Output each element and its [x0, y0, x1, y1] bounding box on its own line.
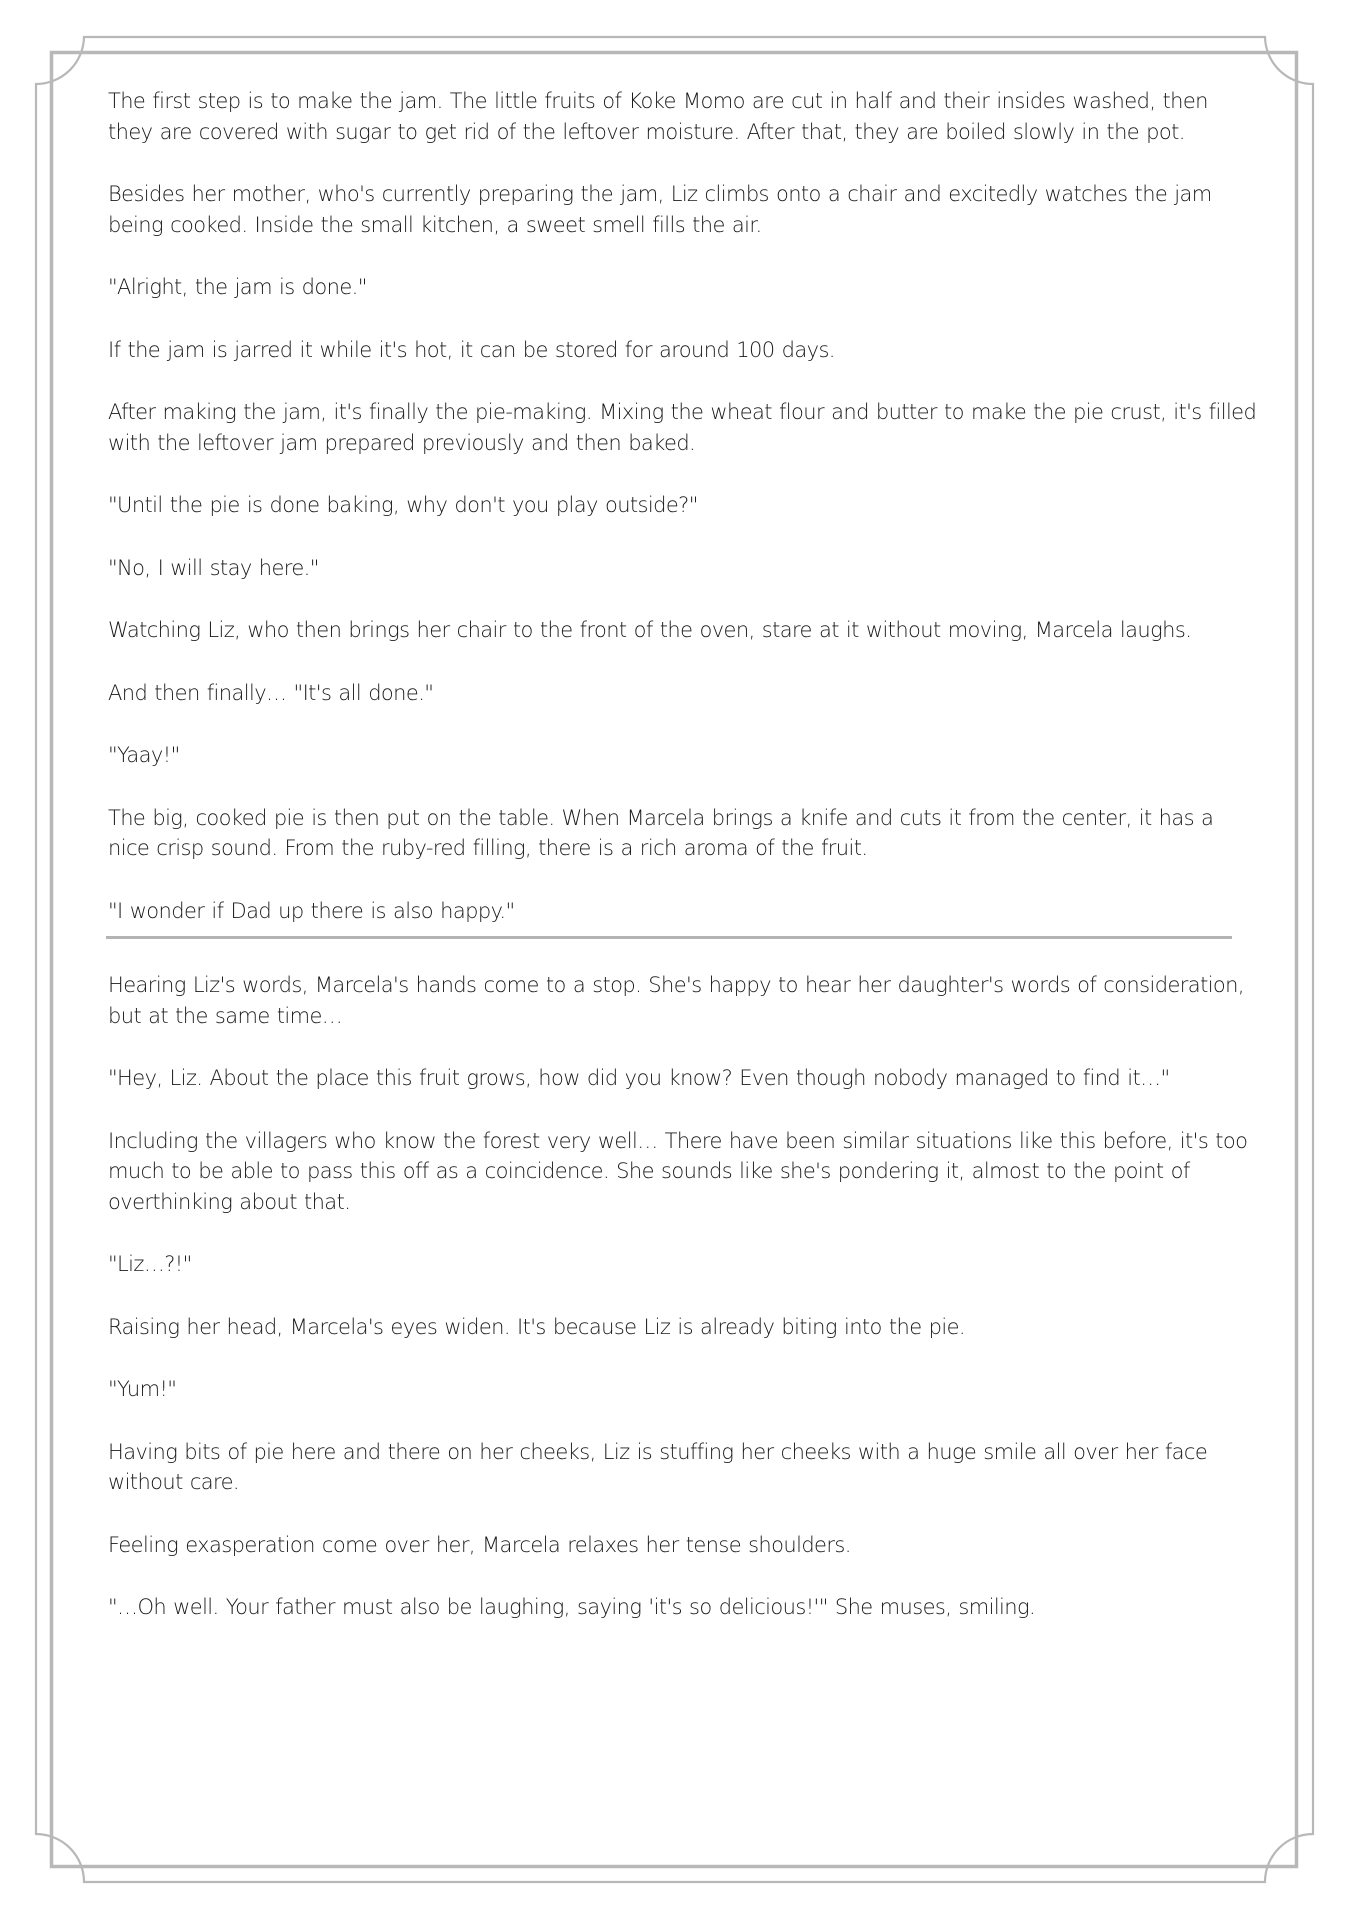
paragraph: Watching Liz, who then brings her chair to the front of the oven, stare at it without moving, Marcela laughs. — [108, 618, 1192, 642]
dialogue-line: "Hey, Liz. About the place this fruit grows, how did you know? Even though nobody managed to find it…" — [108, 1066, 1170, 1090]
dialogue-line: "Until the pie is done baking, why don't you play outside?" — [108, 493, 698, 517]
paragraph: After making the jam, it's finally the pie-making. Mixing the wheat flour and butter to make the pie crust, it's filled with the leftover jam prepared previously and then baked. — [108, 400, 1257, 455]
section-after-divider — [108, 970, 1258, 1623]
paragraph: The first step is to make the jam. The little fruits of Koke Momo are cut in half and their insides washed, then they are covered with sugar to get rid of the leftover moisture. After that, they are boiled slowly in the pot. — [108, 89, 1208, 144]
paragraph: If the jam is jarred it while it's hot, it can be stored for around 100 days. — [108, 337, 835, 362]
dialogue-line: "Liz…?!" — [108, 1252, 192, 1276]
paragraph: Raising her head, Marcela's eyes widen. It's because Liz is already biting into the pie. — [108, 1314, 965, 1339]
scene-break-divider — [106, 936, 1232, 939]
dialogue-line: "Alright, the jam is done." — [108, 275, 367, 299]
section-before-divider — [108, 86, 1258, 936]
dialogue-line: "Yum!" — [108, 1377, 177, 1401]
dialogue-line: "I wonder if Dad up there is also happy." — [108, 898, 515, 923]
dialogue-line: "…Oh well. Your father must also be laughing, saying 'it's so delicious!'" She muses, smiling. — [108, 1595, 1036, 1619]
paragraph: The big, cooked pie is then put on the table. When Marcela brings a knife and cuts it from the center, it has a nice crisp sound. From the ruby-red filling, there is a rich aroma of the fruit. — [108, 805, 1214, 860]
paragraph: And then finally… "It's all done." — [108, 680, 434, 705]
paragraph: Having bits of pie here and there on her cheeks, Liz is stuffing her cheeks with a huge smile all over her face without care. — [108, 1439, 1208, 1494]
document-body — [108, 86, 1258, 1655]
paragraph: Feeling exasperation come over her, Marcela relaxes her tense shoulders. — [108, 1532, 851, 1557]
paragraph: Hearing Liz's words, Marcela's hands come to a stop. She's happy to hear her daughter's words of consideration, but at the same time… — [108, 973, 1244, 1028]
paragraph: Including the villagers who know the forest very well… There have been similar situations like this before, it's too much to be able to pass this off as a coincidence. She sounds like she's pondering it, almost to the point of overthinking about that. — [108, 1128, 1248, 1214]
paragraph: Besides her mother, who's currently preparing the jam, Liz climbs onto a chair and excitedly watches the jam being cooked. Inside the small kitchen, a sweet smell fills the air. — [108, 182, 1212, 237]
dialogue-line: "No, I will stay here." — [108, 555, 319, 580]
dialogue-line: "Yaay!" — [108, 743, 180, 767]
